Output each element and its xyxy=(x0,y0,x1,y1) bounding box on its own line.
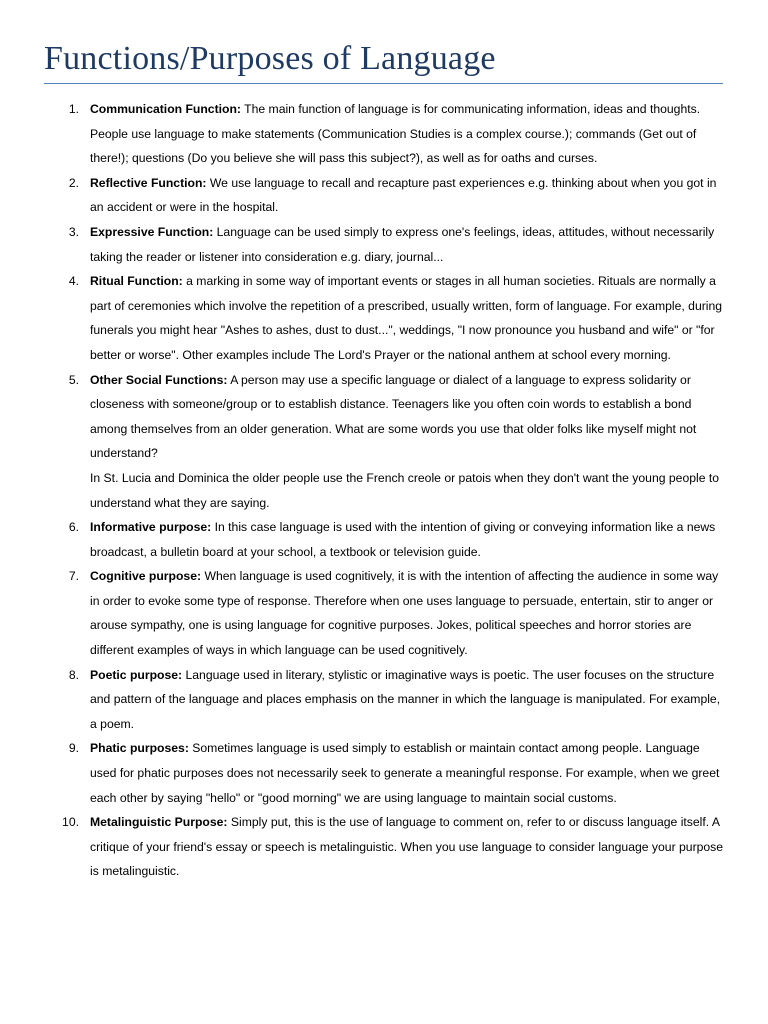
item-number: 7. xyxy=(68,569,79,584)
page-title: Functions/Purposes of Language xyxy=(44,40,496,77)
list-item xyxy=(44,515,724,564)
item-number: 9. xyxy=(68,741,79,756)
item-title: Poetic purpose: xyxy=(90,667,183,682)
list-item xyxy=(44,171,724,220)
list-item xyxy=(44,736,724,810)
item-number: 2. xyxy=(68,175,79,190)
item-title: Cognitive purpose: xyxy=(90,569,202,584)
item-text: The main function of language is for communicating information, ideas and thoughts. People use language to make statements (Communication Studies is a complex course.); commands (Get out of there!); questions (Do you believe she will pass this subject?), as well as for oaths and curses. xyxy=(90,102,701,166)
list-item xyxy=(44,97,724,171)
item-title: Expressive Function: xyxy=(90,224,214,239)
list-item xyxy=(44,663,724,737)
list-item xyxy=(44,564,724,662)
title-underline xyxy=(44,83,723,84)
item-title: Phatic purposes: xyxy=(90,741,189,756)
list-item xyxy=(44,220,724,269)
item-title: Reflective Function: xyxy=(90,175,207,190)
item-number: 5. xyxy=(68,372,79,387)
item-text: Simply put, this is the use of language to comment on, refer to or discuss language itself. A critique of your friend's essay or speech is metalinguistic. When you use language to consider language your purpose is metalinguistic. xyxy=(90,815,724,879)
item-text: Language used in literary, stylistic or imaginative ways is poetic. The user focuses on the structure and pattern of the language and places emphasis on the manner in which the language is manipulated. For example, a poem. xyxy=(90,667,721,731)
item-title: Informative purpose: xyxy=(90,520,212,535)
item-title: Other Social Functions: xyxy=(90,372,228,387)
list-item xyxy=(44,810,724,884)
list-item xyxy=(44,368,724,516)
item-text: A person may use a specific language or dialect of a language to express solidarity or closeness with someone/group or to establish distance. Teenagers like you often coin words to establish a bond among themselves from an older generation. What are some words you use that older folks like myself might not understand? xyxy=(90,372,697,461)
item-number: 10. xyxy=(62,815,79,830)
item-title: Ritual Function: xyxy=(90,274,183,289)
item-text: When language is used cognitively, it is with the intention of affecting the audience in some way in order to evoke some type of response. Therefore when one uses language to persuade, entertain, stir to anger or arouse sympathy, one is using language for cognitive purposes. Jokes, political speeches and horror stories are different examples of ways in which language can be used cognitively. xyxy=(90,569,719,658)
item-text: a marking in some way of important events or stages in all human societies. Rituals are normally a part of ceremonies which involve the repetition of a prescribed, usually written, form of language. For example, during funerals you might hear "Ashes to ashes, dust to dust...", weddings, "I now pronounce you husband and wife" or "for better or worse". Other examples include The Lord's Prayer or the national anthem at school every morning. xyxy=(90,274,723,362)
item-number: 1. xyxy=(68,102,79,116)
item-text: Sometimes language is used simply to establish or maintain contact among people. Language used for phatic purposes does not necessarily seek to generate a meaningful response. For example, when we greet each other by saying "hello" or "good morning" we are using language to maintain social customs. xyxy=(90,741,720,805)
item-number: 8. xyxy=(68,667,79,682)
item-text: We use language to recall and recapture past experiences e.g. thinking about when you got in an accident or were in the hospital. xyxy=(90,175,717,215)
item-text: Language can be used simply to express one's feelings, ideas, attitudes, without necessarily taking the reader or listener into consideration e.g. diary, journal... xyxy=(90,224,715,264)
function-list xyxy=(44,97,724,884)
list-item xyxy=(44,269,724,367)
item-title: Communication Function: xyxy=(90,102,241,116)
item-number: 4. xyxy=(68,274,79,289)
item-extra-paragraph: In St. Lucia and Dominica the older people use the French creole or patois when they don't want the young people to understand what they are saying. xyxy=(90,470,720,510)
item-title: Metalinguistic Purpose: xyxy=(90,815,228,830)
item-text: In this case language is used with the intention of giving or conveying information like a news broadcast, a bulletin board at your school, a textbook or television guide. xyxy=(90,520,716,559)
item-number: 3. xyxy=(68,224,79,239)
item-number: 6. xyxy=(68,520,79,535)
